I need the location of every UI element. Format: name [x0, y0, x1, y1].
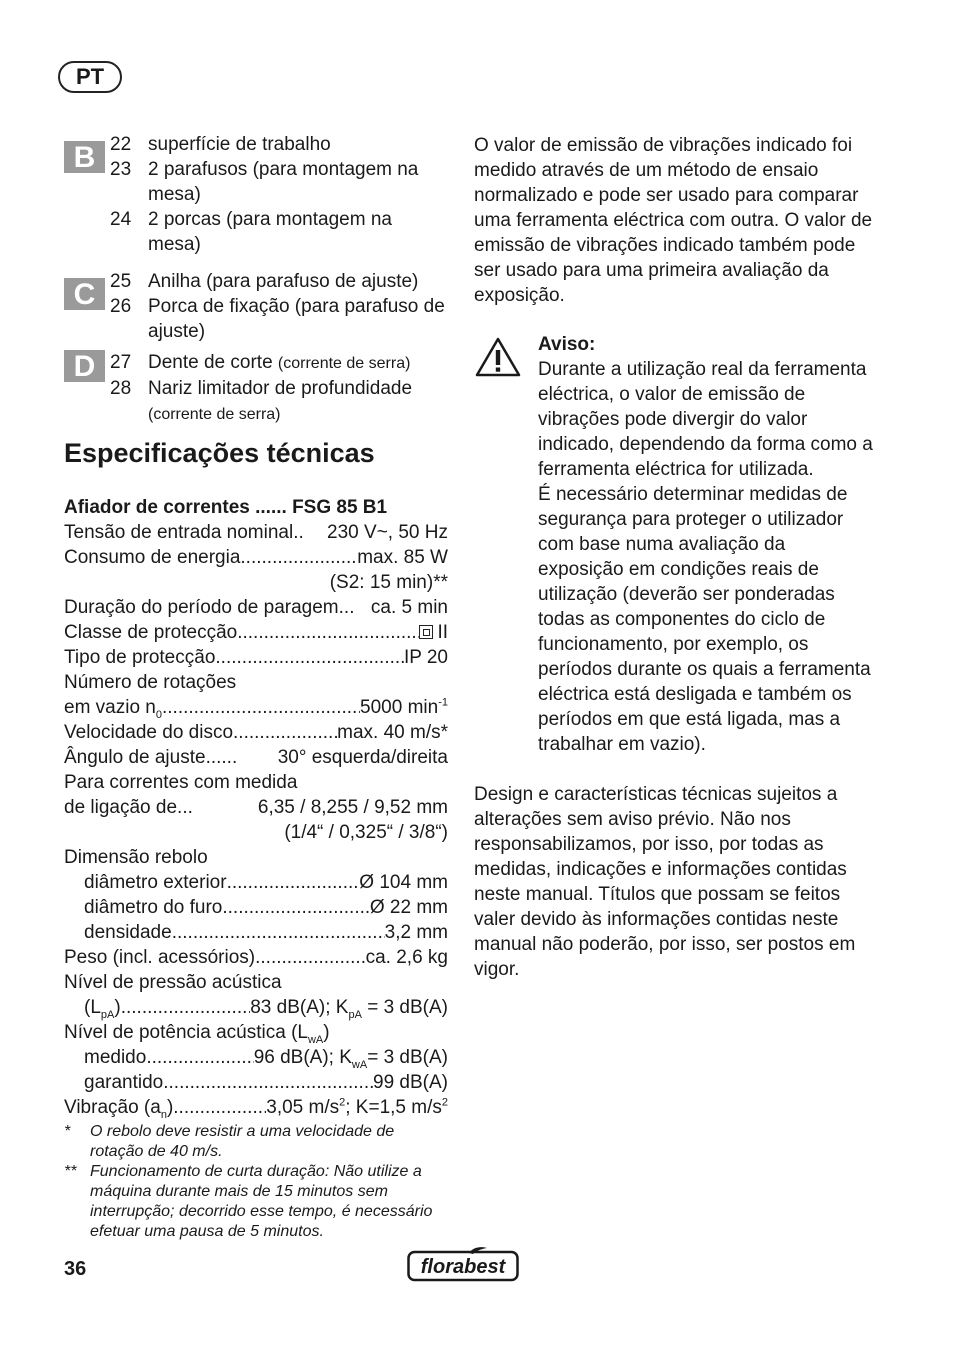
page-number: 36 [64, 1258, 87, 1280]
spec-angle: Ângulo de ajuste ...... 30° esquerda/direita [64, 747, 448, 768]
spec-measured: medido ..... 96 dB(A); $K_{wA}= 3$ dB(A) [64, 1045, 448, 1070]
spec-link-inch: (1/4“ / 0,325“ / 3/8“) [284, 822, 448, 843]
parts-group-d [64, 350, 448, 427]
spec-product: Afiador de correntes ...... FSG 85 B1 [64, 497, 388, 518]
right-column [474, 133, 874, 982]
spec-protection-type: Tipo de protecção ..... IP 20 [64, 645, 448, 670]
vibration-paragraph: O valor de emissão de vibrações indicado foi medido através de um método de ensaio normalizado e pode ser usado para comparar uma ferramenta eléctrica com outra. O valor de emissão de vibrações indicado também pode ser usado para uma primeira avaliação da exposição. [474, 135, 873, 306]
protection-class-ii-icon [419, 625, 433, 639]
spec-pause: Duração do período de paragem ... ca. 5 min [64, 597, 448, 618]
spec-disc-speed: Velocidade do disco ..... max. 40 m/s* [64, 720, 448, 745]
footnotes [64, 1122, 448, 1242]
spec-outer: diâmetro exterior ..... Ø 104 mm [64, 870, 448, 895]
spec-wheel-label: Dimensão rebolo [64, 847, 208, 868]
spec-weight: Peso (incl. acessórios) ..... ca. 2,6 kg [64, 945, 448, 970]
list-item: 24 2 porcas (para montagem na mesa) [110, 209, 392, 255]
spec-voltage: Tensão de entrada nominal .. 230 V~, 50 Hz [64, 522, 448, 543]
list-item: 23 2 parafusos (para montagem na mesa) [110, 159, 419, 205]
figure-letter-c: C [64, 278, 105, 310]
figure-letter-d: D [64, 350, 105, 382]
warning-title: Aviso: [538, 334, 596, 355]
spec-protection-class: Classe de protecção ..... II [64, 620, 448, 645]
list-item: 25 Anilha (para parafuso de ajuste) [110, 271, 419, 292]
warning-paragraph: É necessário determinar medidas de segurança para proteger o utilizador com base numa avaliação da exposição em condições reais de utilização (deverão ser ponderadas todas as componentes do ciclo de funcionamento, por exemplo, os períodos durante os quais a ferramenta eléctrica está desligada e também os períodos em que está ligada, mas a trabalhar em vazio). [538, 484, 871, 755]
list-item: 28 Nariz limitador de profundidade (corrente de serra) [110, 378, 413, 423]
warning-paragraph: Durante a utilização real da ferramenta eléctrica, o valor de emissão de vibrações pode divergir do valor indicado, dependendo da forma como a ferramenta eléctrica for utilizada. [538, 359, 873, 480]
spec-link: de ligação de ... 6,35 / 8,255 / 9,52 mm [64, 797, 448, 818]
section-title: Especificações técnicas [64, 438, 375, 468]
spec-pressure: $(L_{pA})$ ..... 83 dB(A); $K_{pA} = 3$ dB(A) [64, 995, 448, 1020]
spec-power-note: (S2: 15 min)** [329, 572, 448, 593]
list-item: 26 Porca de fixação (para parafuso de ajuste) [110, 296, 445, 342]
warning-block [474, 332, 874, 757]
florabest-logo [407, 1246, 519, 1282]
list-item: 22 superfície de trabalho [110, 134, 331, 155]
spec-chains-label: Para correntes com medida [64, 772, 298, 793]
list-item: 27 Dente de corte (corrente de serra) [110, 352, 411, 373]
language-badge: PT [58, 61, 122, 93]
spec-rotations-label: Número de rotações [64, 672, 237, 693]
footnote: ** Funcionamento de curta duração: Não utilize a máquina durante mais de 15 minutos sem interrupção; decorrido esse tempo, é necessário efetuar uma pausa de 5 minutos. [64, 1163, 433, 1240]
design-paragraph: Design e características técnicas sujeitos a alterações sem aviso prévio. Não nos responsabilizamos, por isso, por todas as medidas, indicações e informações contidas neste manual. Títulos que possam se feitos valer devido às informações contidas neste manual não poderão, por isso, ser postos em vigor. [474, 784, 856, 980]
left-column [64, 132, 448, 1242]
spec-thickness: densidade ..... 3,2 mm [64, 920, 448, 945]
spec-bore: diâmetro do furo ..... Ø 22 mm [64, 895, 448, 920]
figure-letter-b: B [64, 141, 105, 173]
logo-text: florabest [420, 1256, 506, 1278]
spec-vibration: Vibração $(a_n)$ ..... 3,05 $m/s^2$; K=1,5 $m/s^2$ [64, 1095, 448, 1120]
spec-noload: em vazio $n_0$ ..... 5000 $\min^{-1}$ [64, 695, 448, 720]
spec-power-level-label: Nível de potência acústica $(L_{wA})$ [64, 1022, 330, 1046]
parts-group-b [64, 132, 448, 257]
footnote: * O rebolo deve resistir a uma velocidade de rotação de 40 m/s. [64, 1123, 395, 1160]
spec-power: Consumo de energia ..... max. 85 W [64, 545, 448, 570]
spec-pressure-label: Nível de pressão acústica [64, 972, 282, 993]
parts-group-c [64, 269, 448, 344]
warning-triangle-icon [474, 336, 522, 378]
spec-guaranteed: garantido ..... 99 dB(A) [64, 1070, 448, 1095]
